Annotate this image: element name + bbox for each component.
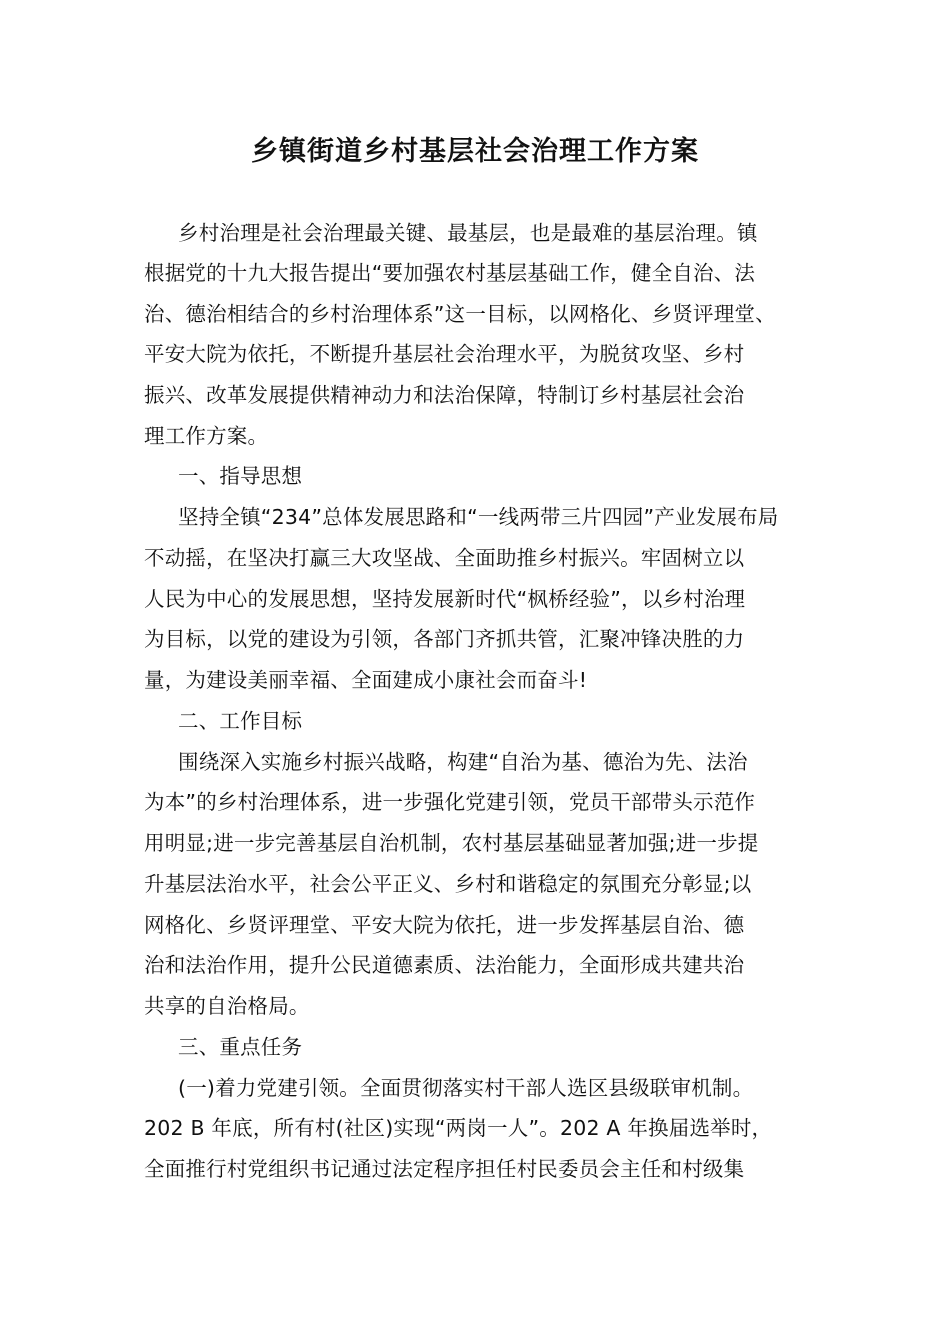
body-line: 共享的自治格局。 [144, 994, 310, 1018]
body-line: 不动摇，在坚决打赢三大攻坚战、全面助推乡村振兴。牢固树立以 [144, 546, 745, 570]
section-heading: 一、指导思想 [178, 464, 303, 488]
body-line: (一)着力党建引领。全面贯彻落实村干部人选区县级联审机制。 [178, 1076, 754, 1100]
body-line: 围绕深入实施乡村振兴战略，构建“自治为基、德治为先、法治 [178, 750, 748, 774]
body-line: 升基层法治水平，社会公平正义、乡村和谐稳定的氛围充分彰显;以 [144, 872, 752, 896]
body-line: 为本”的乡村治理体系，进一步强化党建引领，党员干部带头示范作 [144, 790, 756, 814]
body-line: 平安大院为依托，不断提升基层社会治理水平，为脱贫攻坚、乡村 [144, 342, 745, 366]
body-line: 坚持全镇“234”总体发展思路和“一线两带三片四园”产业发展布局 [178, 505, 779, 529]
body-line: 理工作方案。 [144, 424, 269, 448]
body-line: 网格化、乡贤评理堂、平安大院为依托，进一步发挥基层自治、德 [144, 913, 745, 937]
section-heading: 三、重点任务 [178, 1035, 303, 1059]
body-line: 根据党的十九大报告提出“要加强农村基层基础工作，健全自治、法 [144, 261, 756, 285]
body-line: 202 B 年底，所有村(社区)实现“两岗一人”。202 A 年换届选举时， [144, 1116, 773, 1140]
body-line: 振兴、改革发展提供精神动力和法治保障，特制订乡村基层社会治 [144, 383, 745, 407]
body-line: 治和法治作用，提升公民道德素质、法治能力，全面形成共建共治 [144, 953, 745, 977]
document-title: 乡镇街道乡村基层社会治理工作方案 [251, 136, 699, 167]
section-heading: 二、工作目标 [178, 709, 303, 733]
body-line: 为目标，以党的建设为引领，各部门齐抓共管，汇聚冲锋决胜的力 [144, 627, 745, 651]
body-line: 人民为中心的发展思想，坚持发展新时代“枫桥经验”，以乡村治理 [144, 587, 746, 611]
body-line: 用明显;进一步完善基层自治机制，农村基层基础显著加强;进一步提 [144, 831, 759, 855]
body-line: 全面推行村党组织书记通过法定程序担任村民委员会主任和村级集 [144, 1157, 745, 1181]
body-line: 治、德治相结合的乡村治理体系”这一目标，以网格化、乡贤评理堂、 [144, 302, 776, 326]
body-line: 量，为建设美丽幸福、全面建成小康社会而奋斗! [144, 668, 588, 692]
body-line: 乡村治理是社会治理最关键、最基层，也是最难的基层治理。镇 [178, 221, 758, 245]
